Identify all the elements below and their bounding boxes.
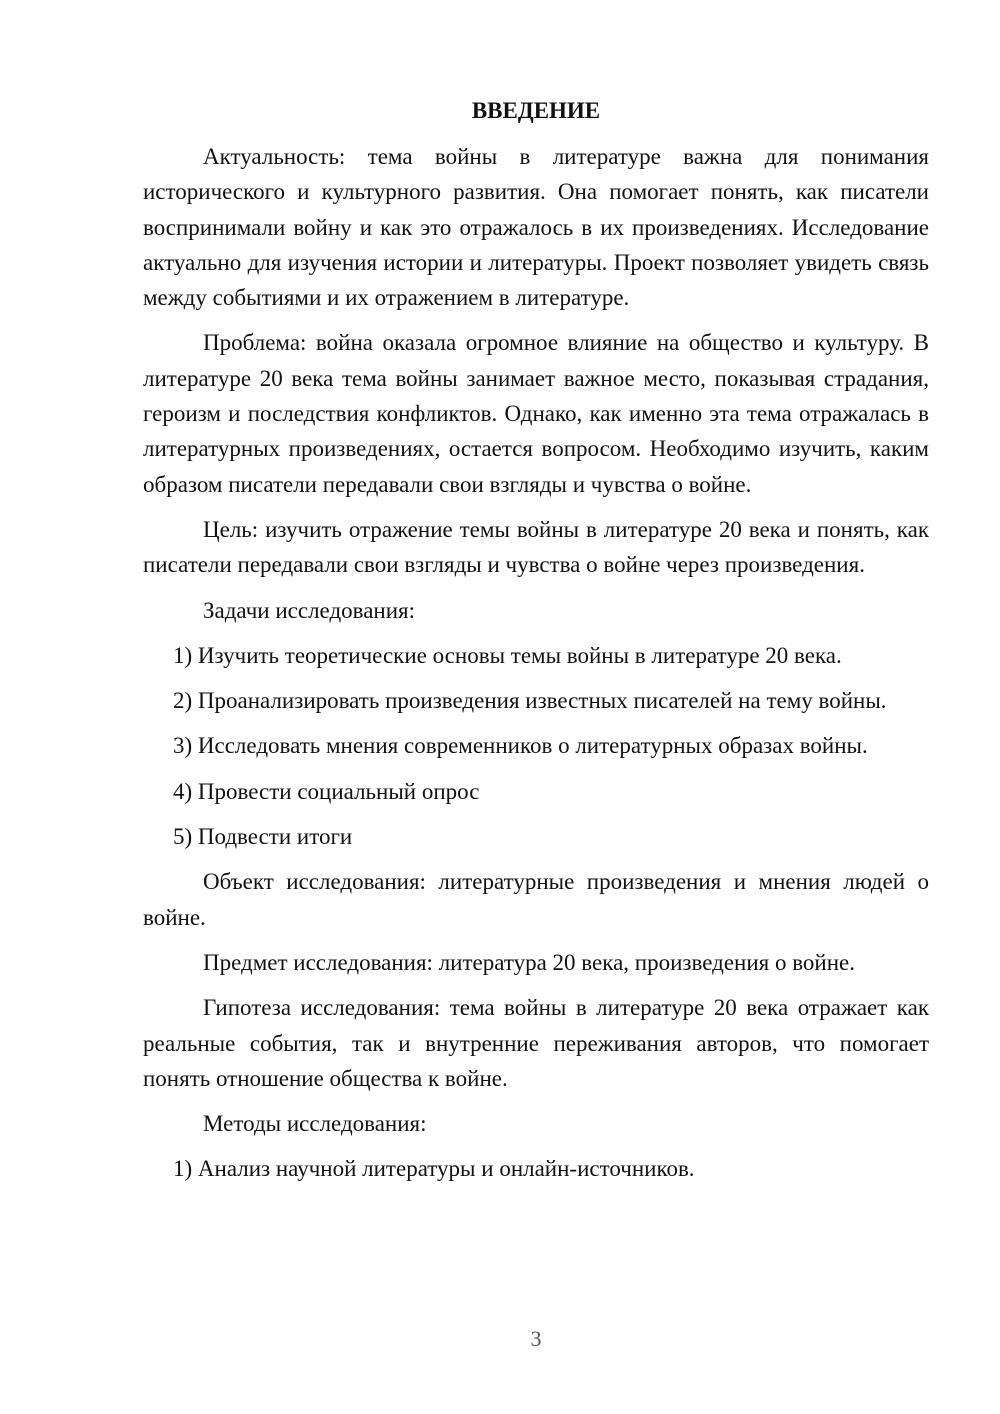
paragraph-problem: Проблема: война оказала огромное влияние на общество и культуру. В литературе 20 века тема войны занимает важное место, показывая страдания, героизм и последствия конфликтов. Однако, как именно эта тема отражалась в литературных произведениях, остается вопросом. Необходимо изучить, каким образом писатели передавали свои взгляды и чувства о войне.: [143, 330, 929, 497]
paragraph-subject: Предмет исследования: литература 20 века, произведения о войне.: [203, 949, 855, 975]
method-item-1: 1) Анализ научной литературы и онлайн-источников.: [173, 1156, 695, 1182]
task-item-4: 4) Провести социальный опрос: [173, 778, 480, 804]
paragraph-goal: Цель: изучить отражение темы войны в литературе 20 века и понять, как писатели передавали свои взгляды и чувства о войне через произведения.: [143, 516, 929, 578]
task-item-3: 3) Исследовать мнения современников о литературных образах войны.: [173, 733, 868, 759]
document-page: [143, 96, 929, 1197]
task-item-5: 5) Подвести итоги: [173, 824, 353, 850]
paragraph-object: Объект исследования: литературные произведения и мнения людей о войне.: [143, 869, 929, 930]
tasks-heading: Задачи исследования:: [203, 597, 416, 623]
task-item-2: 2) Проанализировать произведения известных писателей на тему войны.: [173, 688, 887, 714]
section-title: ВВЕДЕНИЕ: [471, 98, 601, 123]
task-item-1: 1) Изучить теоретические основы темы войны в литературе 20 века.: [173, 642, 842, 668]
methods-heading: Методы исследования:: [203, 1111, 427, 1137]
page-number: 3: [530, 1326, 542, 1351]
paragraph-hypothesis: Гипотеза исследования: тема войны в литературе 20 века отражает как реальные события, так и внутренние переживания авторов, что помогает понять отношение общества к войне.: [143, 995, 929, 1091]
paragraph-relevance: Актуальность: тема войны в литературе важна для понимания исторического и культурного развития. Она помогает понять, как писатели воспринимали войну и как это отражалось в их произведениях. Исследование актуально для изучения истории и литературы. Проект позволяет увидеть связь между событиями и их отражением в литературе.: [143, 144, 929, 311]
